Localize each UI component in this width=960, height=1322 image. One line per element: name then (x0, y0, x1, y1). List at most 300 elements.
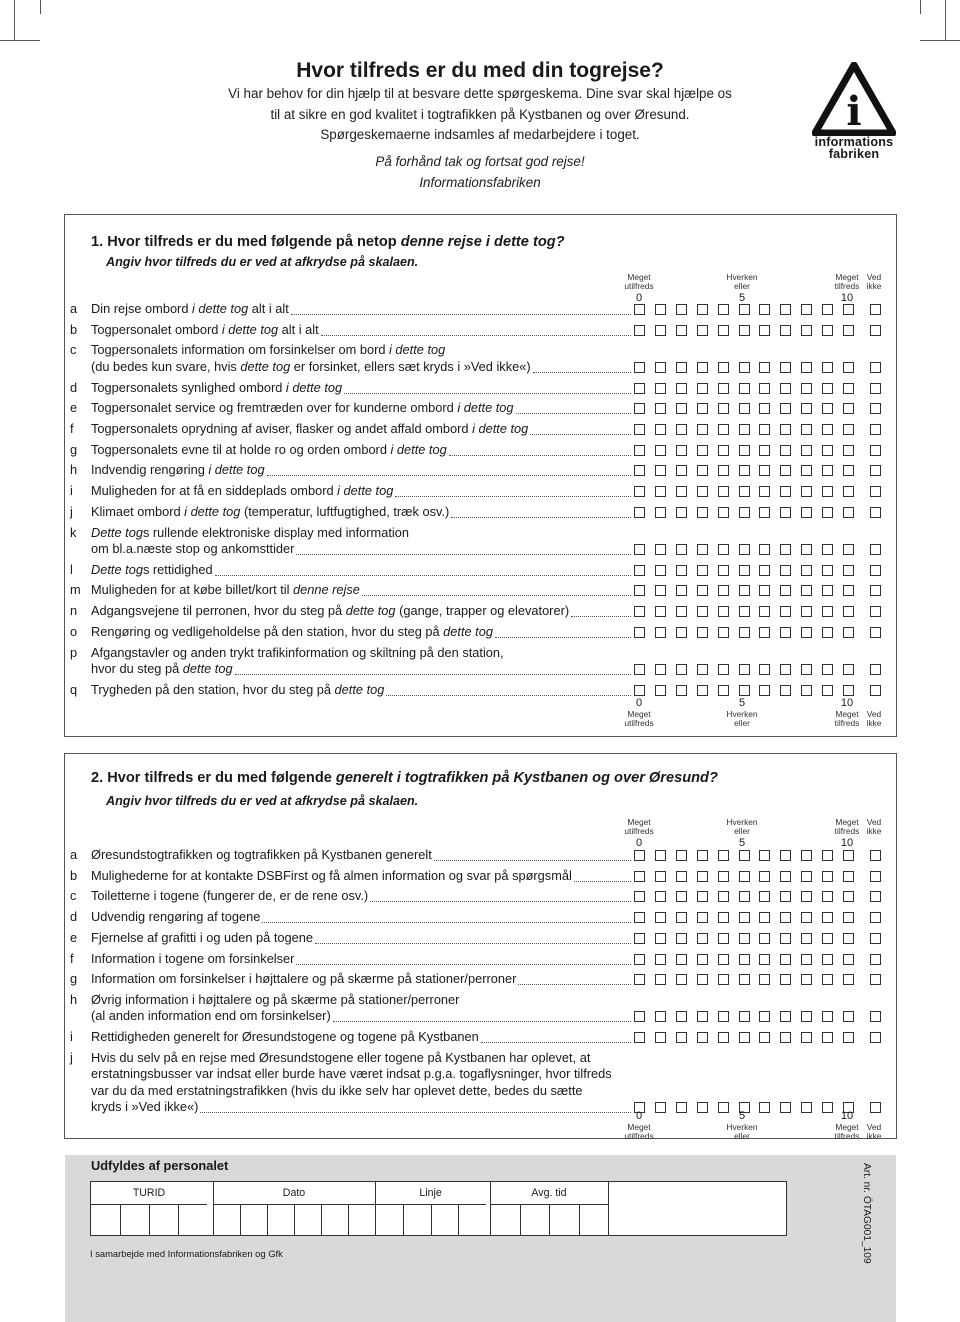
rating-checkbox-7[interactable] (780, 362, 791, 373)
rating-checkbox-8[interactable] (801, 325, 812, 336)
rating-checkbox-6[interactable] (759, 1032, 770, 1043)
date-field-cell[interactable] (294, 1205, 321, 1235)
rating-checkbox-3[interactable] (697, 565, 708, 576)
rating-checkbox-5[interactable] (739, 465, 750, 476)
rating-checkbox-5[interactable] (739, 507, 750, 518)
rating-checkbox-2[interactable] (676, 445, 687, 456)
line-field-cell[interactable] (431, 1205, 459, 1235)
rating-checkbox-6[interactable] (759, 871, 770, 882)
rating-checkbox-10[interactable] (843, 871, 854, 882)
rating-checkbox-2[interactable] (676, 664, 687, 675)
rating-checkbox-10[interactable] (843, 912, 854, 923)
rating-checkbox-0[interactable] (634, 585, 645, 596)
rating-checkbox-1[interactable] (655, 1011, 666, 1022)
rating-checkbox-5[interactable] (739, 850, 750, 861)
rating-checkbox-3[interactable] (697, 445, 708, 456)
rating-checkbox-1[interactable] (655, 933, 666, 944)
rating-checkbox-2[interactable] (676, 685, 687, 696)
rating-checkbox-7[interactable] (780, 933, 791, 944)
rating-checkbox-10[interactable] (843, 1032, 854, 1043)
rating-checkbox-7[interactable] (780, 445, 791, 456)
rating-checkbox-3[interactable] (697, 424, 708, 435)
dont-know-checkbox[interactable] (870, 544, 881, 555)
rating-checkbox-0[interactable] (634, 486, 645, 497)
dont-know-checkbox[interactable] (870, 685, 881, 696)
rating-checkbox-6[interactable] (759, 1011, 770, 1022)
rating-checkbox-10[interactable] (843, 664, 854, 675)
rating-checkbox-7[interactable] (780, 850, 791, 861)
rating-checkbox-8[interactable] (801, 891, 812, 902)
departure-time-field-cell[interactable] (579, 1205, 609, 1235)
rating-checkbox-5[interactable] (739, 664, 750, 675)
dont-know-checkbox[interactable] (870, 974, 881, 985)
rating-checkbox-9[interactable] (822, 383, 833, 394)
rating-checkbox-0[interactable] (634, 933, 645, 944)
rating-checkbox-10[interactable] (843, 465, 854, 476)
rating-checkbox-3[interactable] (697, 627, 708, 638)
rating-checkbox-7[interactable] (780, 974, 791, 985)
rating-checkbox-5[interactable] (739, 383, 750, 394)
rating-checkbox-3[interactable] (697, 362, 708, 373)
rating-checkbox-5[interactable] (739, 565, 750, 576)
rating-checkbox-4[interactable] (718, 445, 729, 456)
rating-checkbox-2[interactable] (676, 325, 687, 336)
dont-know-checkbox[interactable] (870, 891, 881, 902)
rating-checkbox-2[interactable] (676, 403, 687, 414)
rating-checkbox-8[interactable] (801, 933, 812, 944)
rating-checkbox-6[interactable] (759, 974, 770, 985)
rating-checkbox-9[interactable] (822, 585, 833, 596)
rating-checkbox-6[interactable] (759, 565, 770, 576)
dont-know-checkbox[interactable] (870, 585, 881, 596)
rating-checkbox-2[interactable] (676, 627, 687, 638)
rating-checkbox-7[interactable] (780, 664, 791, 675)
rating-checkbox-0[interactable] (634, 912, 645, 923)
rating-checkbox-10[interactable] (843, 627, 854, 638)
rating-checkbox-7[interactable] (780, 685, 791, 696)
rating-checkbox-5[interactable] (739, 424, 750, 435)
rating-checkbox-9[interactable] (822, 304, 833, 315)
rating-checkbox-4[interactable] (718, 933, 729, 944)
rating-checkbox-6[interactable] (759, 585, 770, 596)
rating-checkbox-1[interactable] (655, 664, 666, 675)
rating-checkbox-2[interactable] (676, 974, 687, 985)
rating-checkbox-7[interactable] (780, 383, 791, 394)
rating-checkbox-10[interactable] (843, 544, 854, 555)
rating-checkbox-1[interactable] (655, 325, 666, 336)
rating-checkbox-7[interactable] (780, 486, 791, 497)
rating-checkbox-10[interactable] (843, 362, 854, 373)
rating-checkbox-8[interactable] (801, 627, 812, 638)
rating-checkbox-9[interactable] (822, 424, 833, 435)
rating-checkbox-2[interactable] (676, 544, 687, 555)
rating-checkbox-4[interactable] (718, 1011, 729, 1022)
rating-checkbox-1[interactable] (655, 424, 666, 435)
rating-checkbox-9[interactable] (822, 1011, 833, 1022)
rating-checkbox-5[interactable] (739, 627, 750, 638)
rating-checkbox-0[interactable] (634, 507, 645, 518)
rating-checkbox-4[interactable] (718, 585, 729, 596)
rating-checkbox-2[interactable] (676, 1032, 687, 1043)
rating-checkbox-4[interactable] (718, 465, 729, 476)
rating-checkbox-0[interactable] (634, 664, 645, 675)
rating-checkbox-3[interactable] (697, 891, 708, 902)
rating-checkbox-5[interactable] (739, 933, 750, 944)
date-field-cell[interactable] (213, 1205, 240, 1235)
rating-checkbox-10[interactable] (843, 606, 854, 617)
rating-checkbox-7[interactable] (780, 1032, 791, 1043)
rating-checkbox-10[interactable] (843, 403, 854, 414)
rating-checkbox-5[interactable] (739, 585, 750, 596)
rating-checkbox-4[interactable] (718, 974, 729, 985)
rating-checkbox-8[interactable] (801, 1011, 812, 1022)
rating-checkbox-0[interactable] (634, 362, 645, 373)
rating-checkbox-9[interactable] (822, 912, 833, 923)
dont-know-checkbox[interactable] (870, 606, 881, 617)
rating-checkbox-9[interactable] (822, 325, 833, 336)
rating-checkbox-4[interactable] (718, 383, 729, 394)
date-field-cell[interactable] (267, 1205, 294, 1235)
rating-checkbox-7[interactable] (780, 954, 791, 965)
rating-checkbox-5[interactable] (739, 606, 750, 617)
rating-checkbox-10[interactable] (843, 565, 854, 576)
rating-checkbox-4[interactable] (718, 891, 729, 902)
rating-checkbox-7[interactable] (780, 871, 791, 882)
line-field-cell[interactable] (458, 1205, 486, 1235)
rating-checkbox-8[interactable] (801, 507, 812, 518)
rating-checkbox-10[interactable] (843, 685, 854, 696)
rating-checkbox-3[interactable] (697, 850, 708, 861)
turid-field-cell[interactable] (178, 1205, 207, 1235)
rating-checkbox-9[interactable] (822, 565, 833, 576)
rating-checkbox-1[interactable] (655, 445, 666, 456)
dont-know-checkbox[interactable] (870, 362, 881, 373)
rating-checkbox-1[interactable] (655, 544, 666, 555)
rating-checkbox-2[interactable] (676, 954, 687, 965)
rating-checkbox-10[interactable] (843, 445, 854, 456)
rating-checkbox-6[interactable] (759, 403, 770, 414)
rating-checkbox-4[interactable] (718, 627, 729, 638)
rating-checkbox-5[interactable] (739, 974, 750, 985)
dont-know-checkbox[interactable] (870, 445, 881, 456)
dont-know-checkbox[interactable] (870, 871, 881, 882)
rating-checkbox-8[interactable] (801, 664, 812, 675)
rating-checkbox-8[interactable] (801, 383, 812, 394)
rating-checkbox-3[interactable] (697, 974, 708, 985)
rating-checkbox-7[interactable] (780, 325, 791, 336)
dont-know-checkbox[interactable] (870, 304, 881, 315)
rating-checkbox-7[interactable] (780, 891, 791, 902)
rating-checkbox-6[interactable] (759, 325, 770, 336)
rating-checkbox-6[interactable] (759, 445, 770, 456)
turid-field-cell[interactable] (149, 1205, 178, 1235)
rating-checkbox-0[interactable] (634, 403, 645, 414)
rating-checkbox-4[interactable] (718, 325, 729, 336)
dont-know-checkbox[interactable] (870, 1011, 881, 1022)
rating-checkbox-4[interactable] (718, 1032, 729, 1043)
rating-checkbox-2[interactable] (676, 933, 687, 944)
rating-checkbox-10[interactable] (843, 1011, 854, 1022)
rating-checkbox-9[interactable] (822, 850, 833, 861)
dont-know-checkbox[interactable] (870, 465, 881, 476)
rating-checkbox-7[interactable] (780, 912, 791, 923)
rating-checkbox-0[interactable] (634, 544, 645, 555)
rating-checkbox-6[interactable] (759, 933, 770, 944)
rating-checkbox-7[interactable] (780, 606, 791, 617)
rating-checkbox-3[interactable] (697, 383, 708, 394)
rating-checkbox-3[interactable] (697, 585, 708, 596)
rating-checkbox-5[interactable] (739, 445, 750, 456)
rating-checkbox-4[interactable] (718, 403, 729, 414)
rating-checkbox-2[interactable] (676, 891, 687, 902)
rating-checkbox-3[interactable] (697, 325, 708, 336)
rating-checkbox-6[interactable] (759, 362, 770, 373)
rating-checkbox-2[interactable] (676, 362, 687, 373)
rating-checkbox-8[interactable] (801, 871, 812, 882)
rating-checkbox-1[interactable] (655, 891, 666, 902)
rating-checkbox-6[interactable] (759, 544, 770, 555)
dont-know-checkbox[interactable] (870, 383, 881, 394)
rating-checkbox-10[interactable] (843, 850, 854, 861)
line-field-cell[interactable] (375, 1205, 403, 1235)
rating-checkbox-3[interactable] (697, 403, 708, 414)
rating-checkbox-3[interactable] (697, 912, 708, 923)
rating-checkbox-9[interactable] (822, 445, 833, 456)
rating-checkbox-9[interactable] (822, 871, 833, 882)
rating-checkbox-3[interactable] (697, 933, 708, 944)
rating-checkbox-10[interactable] (843, 383, 854, 394)
rating-checkbox-4[interactable] (718, 507, 729, 518)
turid-field-cell[interactable] (91, 1205, 120, 1235)
dont-know-checkbox[interactable] (870, 954, 881, 965)
rating-checkbox-5[interactable] (739, 304, 750, 315)
rating-checkbox-2[interactable] (676, 304, 687, 315)
rating-checkbox-3[interactable] (697, 544, 708, 555)
rating-checkbox-6[interactable] (759, 304, 770, 315)
rating-checkbox-4[interactable] (718, 954, 729, 965)
rating-checkbox-10[interactable] (843, 933, 854, 944)
rating-checkbox-2[interactable] (676, 465, 687, 476)
dont-know-checkbox[interactable] (870, 664, 881, 675)
rating-checkbox-2[interactable] (676, 424, 687, 435)
rating-checkbox-0[interactable] (634, 304, 645, 315)
dont-know-checkbox[interactable] (870, 403, 881, 414)
rating-checkbox-4[interactable] (718, 912, 729, 923)
rating-checkbox-8[interactable] (801, 912, 812, 923)
rating-checkbox-1[interactable] (655, 974, 666, 985)
rating-checkbox-6[interactable] (759, 850, 770, 861)
rating-checkbox-1[interactable] (655, 362, 666, 373)
rating-checkbox-1[interactable] (655, 606, 666, 617)
rating-checkbox-5[interactable] (739, 486, 750, 497)
rating-checkbox-5[interactable] (739, 544, 750, 555)
rating-checkbox-0[interactable] (634, 685, 645, 696)
rating-checkbox-5[interactable] (739, 891, 750, 902)
rating-checkbox-1[interactable] (655, 954, 666, 965)
rating-checkbox-5[interactable] (739, 1032, 750, 1043)
rating-checkbox-8[interactable] (801, 954, 812, 965)
rating-checkbox-0[interactable] (634, 850, 645, 861)
rating-checkbox-3[interactable] (697, 1032, 708, 1043)
rating-checkbox-9[interactable] (822, 403, 833, 414)
rating-checkbox-2[interactable] (676, 383, 687, 394)
rating-checkbox-8[interactable] (801, 403, 812, 414)
rating-checkbox-5[interactable] (739, 325, 750, 336)
rating-checkbox-6[interactable] (759, 627, 770, 638)
rating-checkbox-8[interactable] (801, 544, 812, 555)
rating-checkbox-5[interactable] (739, 685, 750, 696)
rating-checkbox-10[interactable] (843, 304, 854, 315)
rating-checkbox-2[interactable] (676, 850, 687, 861)
rating-checkbox-4[interactable] (718, 871, 729, 882)
rating-checkbox-1[interactable] (655, 585, 666, 596)
rating-checkbox-7[interactable] (780, 304, 791, 315)
rating-checkbox-6[interactable] (759, 891, 770, 902)
rating-checkbox-3[interactable] (697, 507, 708, 518)
rating-checkbox-7[interactable] (780, 585, 791, 596)
rating-checkbox-2[interactable] (676, 565, 687, 576)
rating-checkbox-7[interactable] (780, 403, 791, 414)
rating-checkbox-6[interactable] (759, 486, 770, 497)
rating-checkbox-9[interactable] (822, 362, 833, 373)
date-field-cell[interactable] (348, 1205, 375, 1235)
dont-know-checkbox[interactable] (870, 933, 881, 944)
rating-checkbox-8[interactable] (801, 606, 812, 617)
rating-checkbox-4[interactable] (718, 362, 729, 373)
rating-checkbox-9[interactable] (822, 974, 833, 985)
rating-checkbox-7[interactable] (780, 424, 791, 435)
rating-checkbox-2[interactable] (676, 486, 687, 497)
rating-checkbox-4[interactable] (718, 424, 729, 435)
rating-checkbox-1[interactable] (655, 850, 666, 861)
rating-checkbox-6[interactable] (759, 912, 770, 923)
rating-checkbox-3[interactable] (697, 304, 708, 315)
date-field-cell[interactable] (240, 1205, 267, 1235)
dont-know-checkbox[interactable] (870, 486, 881, 497)
departure-time-field-cell[interactable] (490, 1205, 520, 1235)
rating-checkbox-2[interactable] (676, 507, 687, 518)
rating-checkbox-5[interactable] (739, 1011, 750, 1022)
rating-checkbox-3[interactable] (697, 954, 708, 965)
dont-know-checkbox[interactable] (870, 565, 881, 576)
rating-checkbox-5[interactable] (739, 871, 750, 882)
rating-checkbox-4[interactable] (718, 850, 729, 861)
rating-checkbox-8[interactable] (801, 1032, 812, 1043)
rating-checkbox-0[interactable] (634, 445, 645, 456)
rating-checkbox-8[interactable] (801, 685, 812, 696)
rating-checkbox-3[interactable] (697, 664, 708, 675)
rating-checkbox-6[interactable] (759, 383, 770, 394)
rating-checkbox-9[interactable] (822, 465, 833, 476)
rating-checkbox-6[interactable] (759, 954, 770, 965)
rating-checkbox-9[interactable] (822, 627, 833, 638)
rating-checkbox-2[interactable] (676, 606, 687, 617)
rating-checkbox-6[interactable] (759, 685, 770, 696)
dont-know-checkbox[interactable] (870, 912, 881, 923)
dont-know-checkbox[interactable] (870, 627, 881, 638)
rating-checkbox-1[interactable] (655, 627, 666, 638)
rating-checkbox-7[interactable] (780, 565, 791, 576)
rating-checkbox-2[interactable] (676, 1011, 687, 1022)
rating-checkbox-8[interactable] (801, 465, 812, 476)
rating-checkbox-1[interactable] (655, 486, 666, 497)
turid-field-cell[interactable] (120, 1205, 149, 1235)
rating-checkbox-6[interactable] (759, 424, 770, 435)
rating-checkbox-1[interactable] (655, 304, 666, 315)
rating-checkbox-0[interactable] (634, 891, 645, 902)
rating-checkbox-2[interactable] (676, 912, 687, 923)
rating-checkbox-3[interactable] (697, 486, 708, 497)
rating-checkbox-1[interactable] (655, 685, 666, 696)
dont-know-checkbox[interactable] (870, 424, 881, 435)
rating-checkbox-6[interactable] (759, 465, 770, 476)
dont-know-checkbox[interactable] (870, 1032, 881, 1043)
rating-checkbox-0[interactable] (634, 871, 645, 882)
rating-checkbox-10[interactable] (843, 486, 854, 497)
rating-checkbox-1[interactable] (655, 565, 666, 576)
rating-checkbox-10[interactable] (843, 507, 854, 518)
rating-checkbox-0[interactable] (634, 974, 645, 985)
rating-checkbox-2[interactable] (676, 585, 687, 596)
rating-checkbox-6[interactable] (759, 507, 770, 518)
rating-checkbox-10[interactable] (843, 954, 854, 965)
rating-checkbox-0[interactable] (634, 1011, 645, 1022)
rating-checkbox-4[interactable] (718, 565, 729, 576)
dont-know-checkbox[interactable] (870, 325, 881, 336)
rating-checkbox-5[interactable] (739, 912, 750, 923)
rating-checkbox-9[interactable] (822, 507, 833, 518)
rating-checkbox-9[interactable] (822, 1032, 833, 1043)
rating-checkbox-6[interactable] (759, 664, 770, 675)
departure-time-field-cell[interactable] (520, 1205, 550, 1235)
rating-checkbox-0[interactable] (634, 424, 645, 435)
rating-checkbox-10[interactable] (843, 424, 854, 435)
rating-checkbox-6[interactable] (759, 606, 770, 617)
rating-checkbox-8[interactable] (801, 974, 812, 985)
rating-checkbox-4[interactable] (718, 486, 729, 497)
rating-checkbox-8[interactable] (801, 850, 812, 861)
rating-checkbox-3[interactable] (697, 465, 708, 476)
rating-checkbox-8[interactable] (801, 362, 812, 373)
rating-checkbox-3[interactable] (697, 606, 708, 617)
rating-checkbox-8[interactable] (801, 304, 812, 315)
rating-checkbox-7[interactable] (780, 1011, 791, 1022)
rating-checkbox-4[interactable] (718, 685, 729, 696)
rating-checkbox-2[interactable] (676, 871, 687, 882)
rating-checkbox-0[interactable] (634, 1032, 645, 1043)
rating-checkbox-4[interactable] (718, 664, 729, 675)
rating-checkbox-10[interactable] (843, 585, 854, 596)
rating-checkbox-1[interactable] (655, 383, 666, 394)
rating-checkbox-10[interactable] (843, 974, 854, 985)
rating-checkbox-5[interactable] (739, 362, 750, 373)
rating-checkbox-9[interactable] (822, 486, 833, 497)
rating-checkbox-8[interactable] (801, 585, 812, 596)
rating-checkbox-9[interactable] (822, 685, 833, 696)
rating-checkbox-0[interactable] (634, 954, 645, 965)
rating-checkbox-8[interactable] (801, 565, 812, 576)
rating-checkbox-8[interactable] (801, 445, 812, 456)
date-field-cell[interactable] (321, 1205, 348, 1235)
rating-checkbox-0[interactable] (634, 565, 645, 576)
rating-checkbox-7[interactable] (780, 544, 791, 555)
rating-checkbox-9[interactable] (822, 544, 833, 555)
rating-checkbox-0[interactable] (634, 465, 645, 476)
line-field-cell[interactable] (403, 1205, 431, 1235)
dont-know-checkbox[interactable] (870, 850, 881, 861)
rating-checkbox-0[interactable] (634, 606, 645, 617)
rating-checkbox-4[interactable] (718, 304, 729, 315)
